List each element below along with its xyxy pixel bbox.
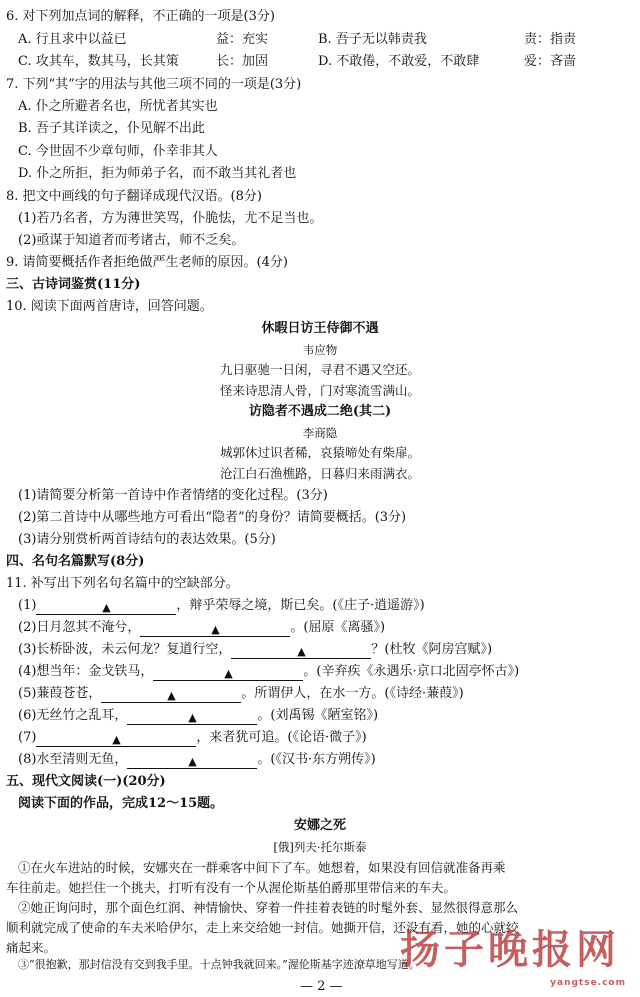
q11-item-3-suffix: ？(杜牧《阿房宫赋》) [371,642,493,657]
q6-option-d-explanation: 爱：吝啬 [524,54,577,69]
q6-option-b-explanation: 责：指责 [524,32,577,47]
q6-option-c-explanation: 长：加固 [216,54,269,69]
blank-marker-icon: ▲ [188,755,197,768]
section-5-heading: 五、现代文阅读(一)(20分) [6,774,166,789]
blank-marker-icon: ▲ [167,689,176,702]
q6-option-a: A. 行且求中以益已 [18,32,127,47]
q11-item-1-suffix: ，辩乎荣辱之境，斯已矣。(《庄子·逍遥游》) [176,598,425,613]
q7-option-a: A. 仆之所避者名也，所忧者其实也 [18,99,218,114]
q11-blank-3[interactable] [231,643,371,659]
q11-item-7-suffix: ，来者犹可追。(《论语·微子》) [196,730,367,745]
poem-1-line-1: 九日驱驰一日闲，寻君不遇又空还。 [219,362,420,377]
q6-stem: 6. 对下列加点词的解释，不正确的一项是(3分) [6,9,275,24]
watermark-text: 扬子晚报网 [400,927,620,973]
q11-item-7 [18,729,367,747]
q8-stem: 8. 把文中画线的句子翻译成现代汉语。(8分) [6,189,262,204]
q11-item-2-suffix: 。(屈原《离骚》) [290,620,386,635]
section-4-heading: 四、名句名篇默写(8分) [6,554,145,569]
q11-item-1 [18,597,425,615]
q11-item-8-suffix: 。(《汉书·东方朔传》) [257,752,376,767]
q7-option-c: C. 今世固不少章句师，仆幸非其人 [18,144,218,159]
story-paragraph-1-line-1: ①在火车进站的时候，安娜夹在一群乘客中间下了车。她想着，如果没有回信就准备再乘 [18,860,506,875]
q11-blank-2[interactable] [140,621,290,637]
q10-part-3: (3)请分别赏析两首诗结句的表达效果。(5分) [18,532,276,547]
poem-2-line-2: 沧江白石渔樵路，日暮归来雨满衣。 [219,466,420,481]
q11-item-4 [18,663,519,681]
story-paragraph-4 [6,0,7,1]
q7-option-d: D. 仆之所拒，拒为师弟子名，而不敢当其礼者也 [18,166,297,181]
q11-item-2 [18,619,385,637]
story-paragraph-1-line-2: 车往前走。她拦住一个挑夫，打听有没有一个从渥伦斯基伯爵那里带信来的车夫。 [6,880,457,895]
q11-blank-8[interactable] [127,753,257,769]
q11-item-5-suffix: 。所谓伊人，在水一方。(《诗经·蒹葭》) [241,686,464,701]
q11-item-4-prefix: (4)想当年：金戈铁马， [18,664,154,679]
poem-1-title: 休暇日访王侍御不遇 [261,321,379,336]
q11-blank-5[interactable] [101,687,241,703]
q11-item-5-prefix: (5)蒹葭苍苍， [18,686,102,701]
q11-item-2-prefix: (2)日月忽其不淹兮， [18,620,141,635]
q11-item-5 [18,685,464,703]
q11-blank-7[interactable] [36,731,196,747]
blank-marker-icon: ▲ [102,601,111,614]
q10-part-2: (2)第二首诗中从哪些地方可看出“隐者”的身份？请简要概括。(3分) [18,510,407,525]
q11-item-6 [18,707,378,725]
poem-2-author: 李商隐 [302,426,338,440]
story-paragraph-2-line-2: 顺利就完成了使命的车夫米哈伊尔，走上来交给她一封信。她撕开信，还没有看，她的心就绞 [6,920,519,935]
story-paragraph-2-line-3: 痛起来。 [6,940,57,955]
q8-part-1: (1)若乃名者，方为薄世笑骂，仆脆怯，尤不足当也。 [18,211,323,226]
q11-stem: 11. 补写出下列名句名篇中的空缺部分。 [6,576,239,591]
q11-blank-6[interactable] [127,709,257,725]
q6-option-c: C. 攻其车，数其马，长其策 [18,54,179,69]
blank-marker-icon: ▲ [297,645,306,658]
section-5-instructions: 阅读下面的作品，完成12～15题。 [18,796,224,811]
poem-2-title: 访隐者不遇成二绝(其二) [248,404,392,419]
q10-part-1: (1)请简要分析第一首诗中作者情绪的变化过程。(3分) [18,488,328,503]
blank-marker-icon: ▲ [224,667,233,680]
q11-item-8 [18,751,376,769]
poem-1-author: 韦应物 [302,343,338,357]
story-paragraph-2-line-1: ②她正询问时，那个面色红润、神情愉快、穿着一件挂着表链的时髦外套、显然很得意那么 [18,900,519,915]
q11-item-7-prefix: (7) [18,730,37,745]
q9-stem: 9. 请简要概括作者拒绝做严生老师的原因。(4分) [6,255,288,270]
blank-marker-icon: ▲ [211,623,220,636]
poem-2-line-1: 城郭休过识者稀，哀猿啼处有柴扉。 [219,445,420,460]
q11-item-4-suffix: 。(辛弃疾《永遇乐·京口北固亭怀古》) [303,664,520,679]
q11-item-3 [18,641,492,659]
watermark-domain: yangtse.com [550,978,626,988]
q11-item-3-prefix: (3)长桥卧波，未云何龙？复道行空， [18,642,232,657]
blank-marker-icon: ▲ [188,711,197,724]
q7-stem: 7. 下列“其”字的用法与其他三项不同的一项是(3分) [6,77,302,92]
q11-item-6-prefix: (6)无丝竹之乱耳， [18,708,128,723]
poem-1-line-2: 怪来诗思清人骨，门对寒流雪满山。 [219,383,420,398]
q8-part-2: (2)亟谋于知道者而考诸古，师不乏矣。 [18,233,245,248]
q6-option-a-explanation: 益：充实 [216,32,269,47]
q7-option-b: B. 吾子其详读之，仆见解不出此 [18,121,205,136]
q11-item-6-suffix: 。(刘禹锡《陋室铭》) [257,708,379,723]
q6-option-b: B. 吾子无以韩责我 [318,32,427,47]
q10-stem: 10. 阅读下面两首唐诗，回答问题。 [6,299,213,314]
watermark-logo [400,918,636,990]
story-author: [俄]列夫·托尔斯泰 [273,840,367,854]
q11-item-1-prefix: (1) [18,598,37,613]
story-title: 安娜之死 [293,818,346,833]
story-paragraph-3: ③“很抱歉，那封信没有交到我手里。十点钟我就回来。”渥伦斯基字迹潦草地写道。 [18,958,420,971]
q11-item-8-prefix: (8)水至清则无鱼， [18,752,128,767]
section-3-heading: 三、古诗词鉴赏(11分) [6,277,141,292]
story-overflow-container [6,0,7,1]
page-number: — 2 — [300,979,343,994]
q11-blank-4[interactable] [153,665,303,681]
blank-marker-icon: ▲ [112,733,121,746]
q11-blank-1[interactable] [36,599,176,615]
q6-option-d: D. 不敢倦，不敢爱，不敢肆 [318,54,480,69]
